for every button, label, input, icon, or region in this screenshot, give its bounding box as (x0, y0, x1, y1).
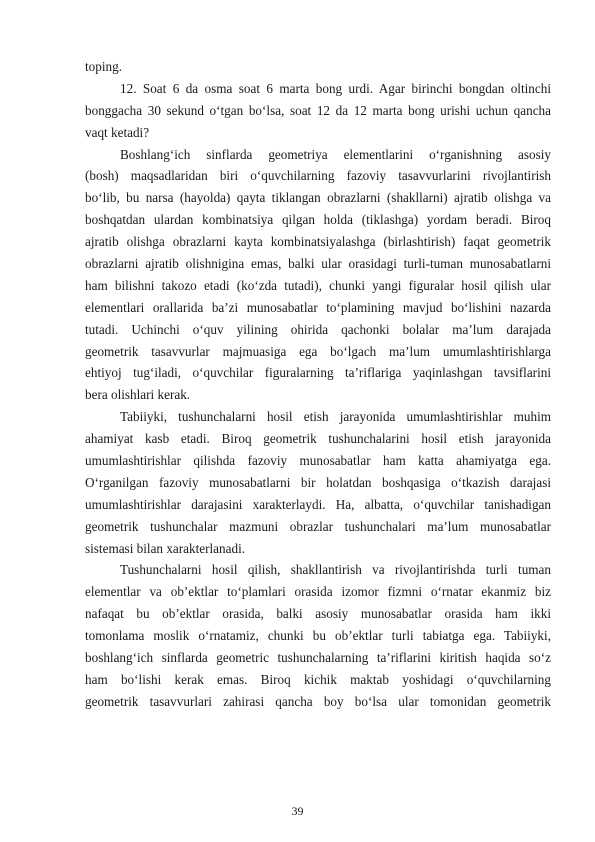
text-line: bonggacha 30 sekund o‘tgan bo‘lsa, soat 12 da 12 marta bong urishi uchun qancha (85, 102, 551, 118)
paragraph-start-line: Tushunchalarni hosil qilish, shakllantirish va rivojlantirishda turli tuman (120, 562, 551, 578)
paragraph-start-line: Boshlang‘ich sinflarda geometriya elementlarini o‘rganishning asosiy (120, 146, 551, 162)
text-line: tutadi. Uchinchi o‘quv yilining ohirida qachonki bolalar ma’lum darajada (85, 321, 551, 337)
text-line: ajratib olishga obrazlarni kayta kombinatsiyalashga (birlashtirish) faqat geometrik (85, 234, 551, 250)
text-line: vaqt ketadi? (85, 124, 150, 140)
document-body (85, 56, 551, 713)
text-line: (bosh) maqsadlaridan biri o‘quvchilarning fazoviy tasavvurlarini rivojlantirish (85, 168, 551, 184)
text-line: toping. (85, 59, 122, 74)
text-line: obrazlarni ajratib olishnigina emas, balki ular orasidagi turli-tuman munosabatlarni (85, 256, 551, 272)
text-line: bera olishlari kerak. (85, 387, 191, 403)
page-number: 39 (291, 804, 304, 818)
text-line: geometrik tasavvurlari zahirasi qancha boy bo‘lsa ular tomonidan geometrik (85, 693, 551, 709)
text-line: ehtiyoj tug‘iladi, o‘quvchilar figuralarning ta’riflariga yaqinlashgan tavsiflarini (85, 365, 551, 381)
paragraph-start-line: Tabiiyki, tushunchalarni hosil etish jarayonida umumlashtirishlar muhim (120, 409, 551, 425)
text-line: boshqatdan ulardan kombinatsiya qilgan holda (tiklashga) yordam beradi. Biroq (85, 212, 551, 228)
text-line: O‘rganilgan fazoviy munosabatlarni bir holatdan boshqasiga o‘tkazish darajasi (85, 474, 551, 490)
text-line: elementlari orallarida ba’zi munosabatlar to‘plamining mavjud bo‘lishini nazarda (85, 299, 551, 315)
text-line: ham bilishni takozo etadi (ko‘zda tutadi), chunki yangi figuralar hosil qilish ular (85, 277, 551, 293)
text-line: elementlar va ob’ektlar to‘plamlari orasida izomor fizmni o‘rnatar ekanmiz biz (85, 584, 551, 600)
text-line: umumlashtirishlar darajasini xarakterlaydi. Ha, albatta, o‘quvchilar tanishadigan (85, 496, 551, 512)
text-line: tomonlama moslik o‘rnatamiz, chunki bu ob’ektlar turli tabiatga ega. Tabiiyki, (85, 628, 551, 644)
text-line: ham bo‘lishi kerak emas. Biroq kichik maktab yoshidagi o‘quvchilarning (85, 671, 551, 687)
text-line: sistemasi bilan xarakterlanadi. (85, 540, 246, 556)
text-line: ahamiyat kasb etadi. Biroq geometrik tushunchalarini hosil etish jarayonida (85, 431, 551, 447)
text-line: nafaqat bu ob’ektlar orasida, balki asosiy munosabatlar orasida ham ikki (85, 606, 551, 622)
text-line: bo‘lib, bu narsa (hayolda) qayta tiklangan obrazlarni (shakllarni) ajratib olishga va (85, 190, 551, 206)
question-12-line: 12. Soat 6 da osma soat 6 marta bong urdi. Agar birinchi bongdan oltinchi (120, 80, 551, 96)
text-line: umumlashtirishlar qilishda fazoviy munosabatlar ham katta ahamiyatga ega. (85, 453, 551, 469)
text-line: boshlang‘ich sinflarda geometric tushunchalarning ta’riflarini kiritish haqida so‘z (85, 650, 551, 666)
text-line: geometrik tushunchalar mazmuni obrazlar tushunchalari ma’lum munosabatlar (85, 518, 551, 534)
text-line: geometrik tasavvurlar majmuasiga ega bo‘lgach ma’lum umumlashtirishlarga (85, 343, 551, 359)
